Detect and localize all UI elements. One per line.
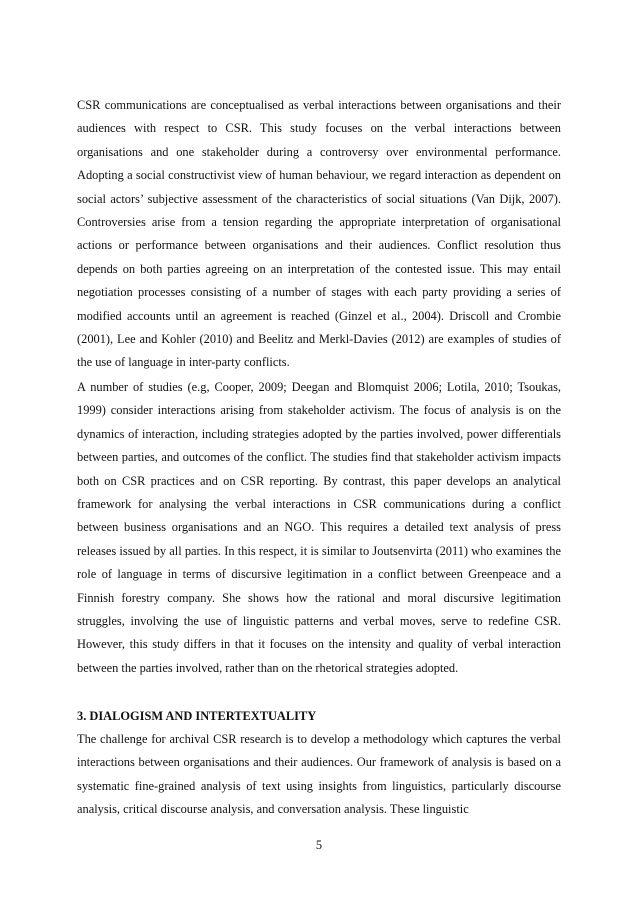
body-paragraph-1: CSR communications are conceptualised as verbal interactions between organisations and their audiences with respect to CSR. This study focuses on the verbal interactions between organisations and one stakeholder during a controversy over environmental performance. Adopting a social constructivist view of human behaviour, we regard interaction as dependent on social actors’ subjective assessment of the characteristics of social situations (Van Dijk, 2007). Controversies arise from a tension regarding the appropriate interpretation of organisational actions or performance between organisations and their audiences. Conflict resolution thus depends on both parties agreeing on an interpretation of the contested issue. This may entail negotiation processes consisting of a number of stages with each party providing a series of modified accounts until an agreement is reached (Ginzel et al., 2004). Driscoll and Crombie (2001), Lee and Kohler (2010) and Beelitz and Merkl-Davies (2012) are examples of studies of the use of language in inter-party conflicts. bbox=[77, 98, 561, 370]
section-paragraph: The challenge for archival CSR research is to develop a methodology which captures the verbal interactions between organisations and their audiences. Our framework of analysis is based on a systematic fine-grained analysis of text using insights from linguistics, particularly discourse analysis, critical discourse analysis, and conversation analysis. These linguistic bbox=[77, 732, 561, 817]
body-paragraph-2: A number of studies (e.g, Cooper, 2009; Deegan and Blomquist 2006; Lotila, 2010; Tsoukas, 1999) consider interactions arising from stakeholder activism. The focus of analysis is on the dynamics of interaction, including strategies adopted by the parties involved, power differentials between parties, and outcomes of the conflict. The studies find that stakeholder activism impacts both on CSR practices and on CSR reporting. By contrast, this paper develops an analytical framework for analysing the verbal interactions in CSR communications during a conflict between business organisations and an NGO. This requires a detailed text analysis of press releases issued by all parties. In this respect, it is similar to Joutsenvirta (2011) who examines the role of language in terms of discursive legitimation in a conflict between Greenpeace and a Finnish forestry company. She shows how the rational and moral discursive legitimation struggles, involving the use of linguistic patterns and verbal moves, serve to redefine CSR. However, this study differs in that it focuses on the intensity and quality of verbal interaction between the parties involved, rather than on the rhetorical strategies adopted. bbox=[77, 380, 561, 675]
section-heading: 3. DIALOGISM AND INTERTEXTUALITY bbox=[77, 709, 317, 723]
page-number: 5 bbox=[315, 838, 323, 852]
